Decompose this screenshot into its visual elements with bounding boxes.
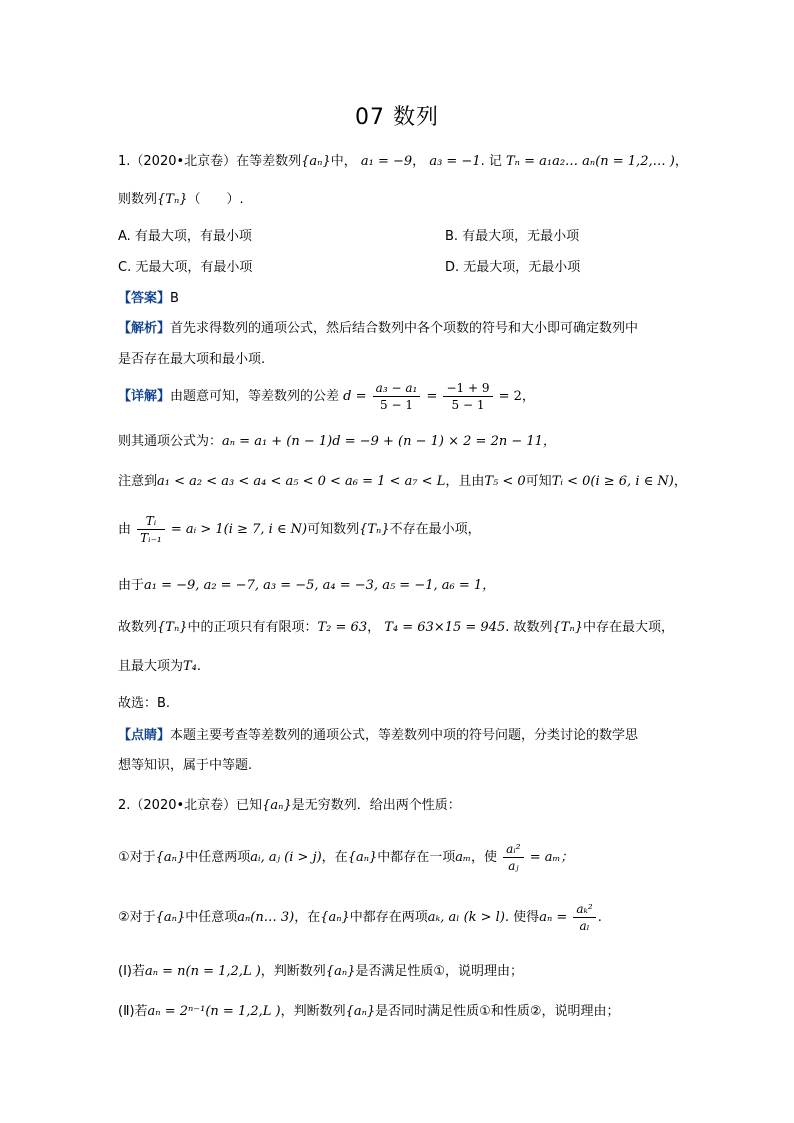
max-t4: T₄	[183, 659, 197, 674]
q2-stem-suffix: 是无穷数列．给出两个性质：	[291, 798, 461, 813]
p2-frac-denominator: aₗ	[579, 919, 590, 933]
q1-option-c: C. 无最大项，有最小项	[118, 260, 253, 275]
p2-an: aₙ(n… 3)	[237, 910, 295, 925]
q1-option-a: A. 有最大项，有最小项	[118, 229, 252, 244]
notice-text-3: 可知	[525, 474, 552, 489]
general-term-formula: aₙ = a₁ + (n − 1)d = −9 + (n − 1) × 2 = 2n − 11，	[222, 434, 556, 449]
part1-b: ，判断数列	[260, 964, 326, 979]
positive-t2: T₂ = 63	[317, 620, 368, 635]
notice-t5: T₅ < 0	[484, 474, 526, 489]
positive-seq-t-2: {Tₙ}	[552, 620, 583, 635]
part2-b: ，判断数列	[280, 1004, 346, 1019]
max-text: 且最大项为	[118, 659, 184, 674]
detail-fraction-2	[443, 380, 492, 413]
q1-option-d: D. 无最大项，无最小项	[445, 260, 581, 275]
p2-a: ②对于	[118, 910, 156, 925]
part1-a: (Ⅰ)若	[118, 964, 145, 979]
part2-a: (Ⅱ)若	[118, 1004, 148, 1019]
analysis-label: 【解析】	[118, 321, 171, 336]
positive-text: 故数列	[118, 620, 158, 635]
p1-fraction	[503, 841, 523, 874]
q1-detail-line: 【详解】由题意可知，等差数列的公差 d = $\frac{\text{a₃ − a₁}}{5 - 1}$ = $\frac{-1 + 9}{5 - 1}$ = 2，	[118, 381, 535, 412]
q1-tn-def: Tₙ = a₁a₂… aₙ(n = 1,2,… )	[506, 154, 675, 169]
positive-text-3: . 故数列	[505, 620, 553, 635]
ratio-fraction	[137, 513, 165, 546]
q2-part-1	[118, 962, 678, 982]
part1-expr: aₙ = n(n = 1,2,L )	[144, 964, 261, 979]
q1-notice-line	[118, 472, 687, 492]
q1-option-b: B. 有最大项，无最小项	[445, 229, 580, 244]
notice-text-2: ，且由	[445, 474, 485, 489]
q1-analysis-line2: 是否存在最大项和最小项.	[118, 352, 266, 367]
answer-label: 【答案】	[118, 291, 171, 306]
q1-stem-prefix: 1.（2020•北京卷）在等差数列	[118, 154, 302, 169]
notice-ti: Tᵢ < 0(i ≥ 6, i ∈ N)	[551, 474, 674, 489]
frac1-denominator: 5 − 1	[380, 398, 413, 412]
ratio-by: 由	[118, 522, 132, 537]
ratio-text: 可知数列	[307, 522, 360, 537]
q1-since-line	[118, 576, 678, 596]
p2-f: .	[597, 910, 602, 925]
p2-an2: aₙ =	[539, 910, 568, 925]
p1-ij: aᵢ, aⱼ (i > j)	[250, 850, 322, 865]
positive-seq-t: {Tₙ}	[157, 620, 188, 635]
frac2-numerator: −1 + 9	[443, 380, 492, 397]
notice-end: ，	[673, 474, 687, 489]
q1-stem-note: . 记	[480, 154, 502, 169]
q1-ratio-line	[118, 512, 678, 548]
q2-part-2	[118, 1002, 678, 1022]
q1-stem-line2	[118, 190, 678, 210]
notice-text: 注意到	[118, 474, 158, 489]
q1-comment-line2: 想等知识，属于中等题.	[118, 758, 253, 773]
q1-stem2-blank: （ ）.	[187, 192, 244, 207]
max-end: .	[196, 659, 202, 674]
answer-value: B	[170, 291, 179, 306]
page-title: 07 数列	[355, 105, 439, 130]
q1-general-term	[118, 432, 678, 452]
positive-text-4: 中存在最大项，	[583, 620, 675, 635]
p2-seq: {aₙ}	[155, 910, 186, 925]
detail-eq-end: = 2，	[498, 389, 535, 404]
part1-c: 是否满足性质①，说明理由；	[355, 964, 524, 979]
part2-seq: {aₙ}	[345, 1004, 376, 1019]
ratio-denominator: Tᵢ₋₁	[140, 531, 162, 545]
q2-stem	[118, 796, 678, 816]
positive-t4: T₄ = 63×15 = 945	[384, 620, 506, 635]
q1-stem-line1: 1.（2020•北京卷）在等差数列{aₙ}中， a₁ = −9， a₃ = −1. 记 Tₙ = a₁a₂… aₙ(n = 1,2,… )，	[118, 154, 688, 169]
detail-fraction-1	[373, 380, 421, 413]
detail-d: d =	[343, 389, 367, 404]
since-values: a₁ = −9, a₂ = −7, a₃ = −5, a₄ = −3, a₅ = −1, a₆ = 1，	[144, 578, 496, 593]
q1-positive-line: 故数列{Tₙ}中的正项只有有限项：T₂ = 63， T₄ = 63×15 = 945. 故数列{Tₙ}中存在最大项，	[118, 620, 675, 635]
q1-cond-a1: a₁ = −9	[360, 154, 413, 169]
since-text: 由于	[118, 578, 145, 593]
detail-label: 【详解】	[118, 389, 171, 404]
positive-text-2: 中的正项只有有限项：	[187, 620, 318, 635]
ratio-rest: = aᵢ > 1(i ≥ 7, i ∈ N)	[170, 522, 308, 537]
ratio-seq-t: {Tₙ}	[359, 522, 390, 537]
p1-b: 中任意两项	[185, 850, 251, 865]
p2-seq-2: {aₙ}	[320, 910, 350, 925]
p2-akl: aₖ, aₗ (k > l)	[427, 910, 505, 925]
part1-seq: {aₙ}	[325, 964, 356, 979]
comment-label: 【点睛】	[118, 728, 171, 743]
q2-property-1	[118, 838, 678, 878]
p1-frac-denominator: aⱼ	[508, 859, 519, 873]
ratio-numerator: Tᵢ	[137, 513, 165, 530]
frac2-denominator: 5 − 1	[451, 398, 485, 412]
q1-stem2-prefix: 则数列	[118, 192, 158, 207]
detail-text: 由题意可知，等差数列的公差	[170, 389, 340, 404]
p1-a: ①对于	[118, 850, 156, 865]
p2-fraction	[573, 901, 595, 934]
part2-c: 是否同时满足性质①和性质②，说明理由；	[375, 1004, 620, 1019]
p1-seq-2: {aₙ}	[347, 850, 378, 865]
p1-am: aₘ	[455, 850, 471, 865]
notice-seq: a₁ < a₂ < a₃ < a₄ < a₅ < 0 < a₆ = 1 < a₇ < L	[157, 474, 446, 489]
p2-c: ，在	[294, 910, 321, 925]
ratio-text-2: 不存在最小项，	[389, 522, 481, 537]
q1-max-line	[118, 657, 678, 677]
q1-cond-a3: a₃ = −1	[429, 154, 481, 169]
comment-text-1: 本题主要考查等差数列的通项公式，等差数列中项的符号问题，分类讨论的数学思	[170, 728, 639, 743]
q1-seq-a: {aₙ}	[301, 154, 331, 169]
p2-d: 中都存在两项	[349, 910, 428, 925]
frac1-numerator: a₃ − a₁	[373, 380, 421, 397]
q1-seq-t: {Tₙ}	[157, 192, 188, 207]
part2-expr: aₙ = 2ⁿ⁻¹(n = 1,2,L )	[147, 1004, 281, 1019]
q1-choose: 故选：B.	[118, 696, 171, 711]
p1-c: ，在	[321, 850, 348, 865]
q1-comment-line1	[118, 726, 678, 746]
analysis-text-1: 首先求得数列的通项公式，然后结合数列中各个项数的符号和大小即可确定数列中	[170, 321, 639, 336]
p1-e: ，使	[471, 850, 498, 865]
q1-answer	[118, 289, 678, 309]
p2-b: 中任意项	[185, 910, 238, 925]
q2-stem-prefix: 2.（2020•北京卷）已知	[118, 798, 263, 813]
p1-f: = aₘ；	[529, 850, 574, 865]
p1-seq: {aₙ}	[155, 850, 186, 865]
p2-frac-numerator: aₖ²	[573, 901, 595, 918]
p1-d: 中都存在一项	[377, 850, 456, 865]
p1-frac-numerator: aᵢ²	[503, 841, 523, 858]
general-term-text: 则其通项公式为：	[118, 434, 223, 449]
p2-e: . 使得	[504, 910, 540, 925]
q1-analysis-line1	[118, 319, 678, 339]
q2-property-2	[118, 898, 678, 938]
q2-seq-a: {aₙ}	[262, 798, 292, 813]
q1-stem-mid: 中，	[330, 154, 357, 169]
